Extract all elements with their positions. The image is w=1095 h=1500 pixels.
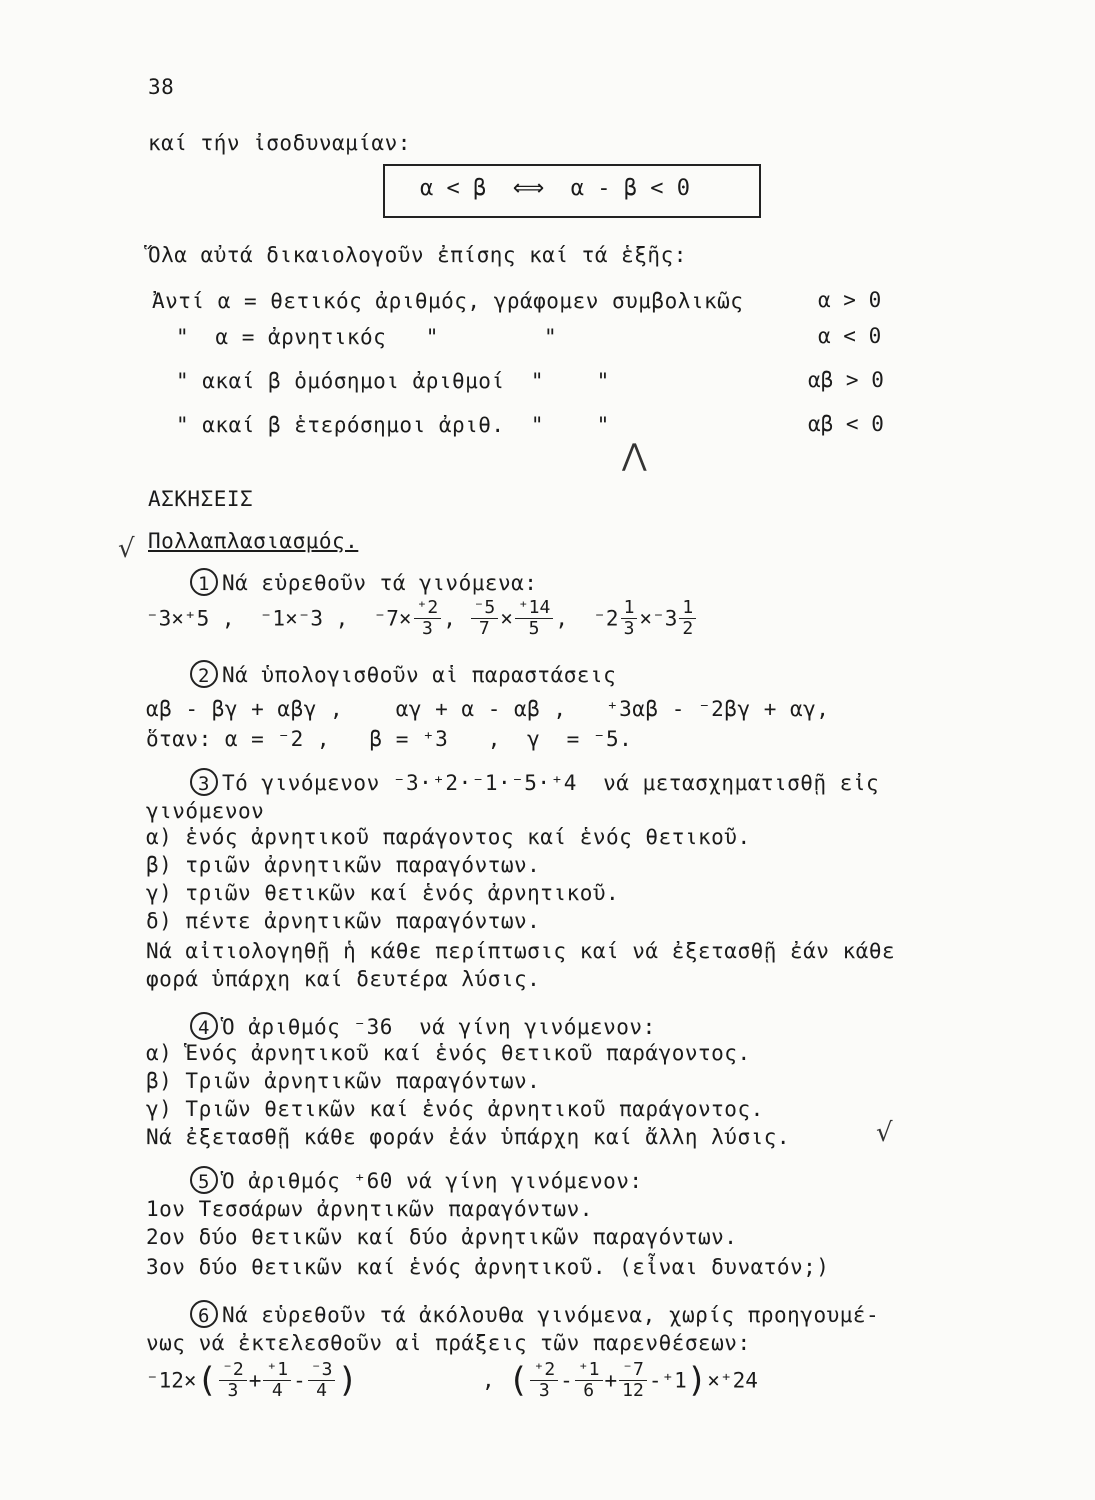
expr-tail-b: ×⁻3 (639, 606, 678, 631)
exercise-5-line: 2ον δύο θετικῶν καί δύο ἀρνητικῶν παραγόντων. (146, 1225, 738, 1249)
exercise-3-line: δ) πέντε ἀρνητικῶν παραγόντων. (146, 909, 541, 933)
fraction-g1 (219, 1360, 247, 1401)
fraction-1 (414, 598, 442, 639)
fraction-5-den: 2 (682, 618, 694, 639)
exercise-6-expression-1 (146, 1360, 358, 1401)
exercise-4-text: Ὁ ἀριθμός ⁻36 νά γίνη γινόμενον: (222, 1015, 656, 1039)
fraction-h3-den: 12 (622, 1380, 644, 1401)
handwritten-mark: ⋀ (622, 438, 647, 473)
rule-3-text: " ακαί β ὁμόσημοι ἀριθμοί " " (176, 369, 610, 393)
expr-tail-a: , ⁻2 (555, 606, 619, 631)
fraction-g3-den: 4 (316, 1380, 328, 1401)
fraction-4-den: 3 (623, 618, 635, 639)
page-number: 38 (148, 75, 175, 99)
exercise-6-text: Νά εὑρεθοῦν τά ἀκόλουθα γινόμενα, χωρίς προηγουμέ- (222, 1303, 880, 1327)
exercise-3-line: γινόμενον (146, 799, 265, 823)
expr-products-a: ⁻3×⁺5 , ⁻1×⁻3 , ⁻7× (146, 606, 412, 631)
exercise-3-line: γ) τριῶν θετικῶν καί ἑνός ἀρνητικοῦ. (146, 881, 620, 905)
plus-sign: + (248, 1368, 262, 1393)
paren-close: ) (686, 1360, 708, 1401)
expr6-postfix: ×⁺24 (707, 1368, 758, 1393)
all-these-line: Ὅλα αὐτά δικαιολογοῦν ἐπίσης καί τά ἑξῆς: (148, 243, 687, 267)
intro-line: καί τήν ἰσοδυναμίαν: (148, 131, 411, 155)
fraction-2-num: ⁻5 (471, 598, 499, 619)
check-mark-icon: √ (118, 534, 135, 564)
exercise-number-6: 6 (190, 1300, 218, 1328)
rule-3-symbol: αβ > 0 (808, 368, 884, 392)
fraction-h1-den: 3 (538, 1380, 550, 1401)
paren-open: ( (508, 1360, 529, 1401)
plus-sign: + (604, 1368, 618, 1393)
multiplication-title: Πολλαπλασιασμός. (148, 529, 359, 553)
exercise-2-header (190, 660, 616, 688)
fraction-h2-num: ⁺1 (575, 1360, 603, 1381)
fraction-g2 (263, 1360, 291, 1401)
exercise-number-3: 3 (190, 768, 218, 796)
minus-sign: - (560, 1368, 573, 1393)
exercise-number-4: 4 (190, 1012, 218, 1040)
exercise-1-text: Νά εὑρεθοῦν τά γινόμενα: (222, 571, 538, 595)
expr6-prefix: ⁻12× (146, 1368, 197, 1393)
exercise-6-expression-2 (508, 1360, 758, 1401)
fraction-1-num: ⁺2 (414, 598, 442, 619)
fraction-3-den: 5 (528, 618, 540, 639)
exercise-4-line: α) Ἑνός ἀρνητικοῦ καί ἑνός θετικοῦ παράγοντος. (146, 1041, 751, 1065)
exercise-number-5: 5 (190, 1166, 218, 1194)
rule-2-symbol: α < 0 (818, 324, 882, 348)
fraction-4-num: 1 (621, 598, 638, 619)
fraction-g2-den: 4 (271, 1380, 283, 1401)
fraction-h1 (530, 1360, 558, 1401)
times-sign: × (500, 606, 513, 631)
fraction-h1-num: ⁺2 (530, 1360, 558, 1381)
rule-4-text: " ακαί β ἑτερόσημοι ἀριθ. " " (176, 413, 610, 437)
exercise-3-line: α) ἑνός ἀρνητικοῦ παράγοντος καί ἑνός θετικοῦ. (146, 825, 751, 849)
fraction-g1-den: 3 (227, 1380, 239, 1401)
fraction-3-num: ⁺14 (515, 598, 554, 619)
fraction-g2-num: ⁺1 (263, 1360, 291, 1381)
exercise-number-1: 1 (190, 568, 218, 596)
exercise-number-2: 2 (190, 660, 218, 688)
fraction-1-den: 3 (421, 618, 433, 639)
exercise-2-text: Νά ὑπολογισθοῦν αἱ παραστάσεις (222, 663, 617, 687)
minus-sign: - (293, 1368, 306, 1393)
equivalence-formula: α < β ⟺ α - β < 0 (420, 176, 690, 201)
exercise-3-text: Τό γινόμενον ⁻3·⁺2·⁻1·⁻5·⁺4 νά μετασχηματισθῇ εἰς (222, 771, 880, 795)
exercise-3-line: β) τριῶν ἀρνητικῶν παραγόντων. (146, 853, 541, 877)
exercise-1-header (190, 568, 537, 596)
fraction-h3 (619, 1360, 647, 1401)
exercise-5-line: 3ον δύο θετικῶν καί ἑνός ἀρνητικοῦ. (εἶναι δυνατόν;) (146, 1255, 830, 1279)
paren-open: ( (196, 1360, 218, 1401)
fraction-h3-num: ⁻7 (619, 1360, 647, 1381)
fraction-g1-num: ⁻2 (219, 1360, 247, 1381)
expression-separator: , (482, 1368, 495, 1392)
exercise-3-header (190, 768, 879, 796)
rule-1-text: Ἀντί α = θετικός ἀριθμός, γράφομεν συμβολικῶς (152, 289, 744, 313)
comma-1: , (443, 606, 469, 631)
exercise-4-header (190, 1012, 656, 1040)
exercise-2-line-2: ὅταν: α = ⁻2 , β = ⁺3 , γ = ⁻5. (146, 727, 633, 751)
exercise-5-text: Ὁ ἀριθμός ⁺60 νά γίνη γινόμενον: (222, 1169, 643, 1193)
fraction-g3-num: ⁻3 (308, 1360, 336, 1381)
exercise-3-line: φορά ὑπάρχη καί δευτέρα λύσις. (146, 967, 541, 991)
exercise-4-line: β) Τριῶν ἀρνητικῶν παραγόντων. (146, 1069, 541, 1093)
exercise-4-line: γ) Τριῶν θετικῶν καί ἑνός ἀρνητικοῦ παράγοντος. (146, 1097, 764, 1121)
fraction-g3 (308, 1360, 336, 1401)
fraction-4 (621, 598, 638, 639)
fraction-2 (471, 598, 499, 639)
fraction-2-den: 7 (478, 618, 490, 639)
fraction-h2-den: 6 (583, 1380, 595, 1401)
exercise-3-line: Νά αἰτιολογηθῇ ἡ κάθε περίπτωσις καί νά ἐξετασθῇ ἐάν κάθε (146, 939, 896, 963)
check-mark-icon: √ (876, 1118, 893, 1148)
exercise-1-expressions (146, 598, 698, 639)
fraction-h2 (575, 1360, 603, 1401)
exercise-2-line-1: αβ - βγ + αβγ , αγ + α - αβ , ⁺3αβ - ⁻2βγ + αγ, (146, 697, 830, 721)
exercises-title: ΑΣΚΗΣΕΙΣ (148, 487, 254, 511)
fraction-5-num: 1 (679, 598, 696, 619)
exercise-5-header (190, 1166, 643, 1194)
rule-2-text: " α = ἀρνητικός " " (176, 325, 558, 349)
rule-1-symbol: α > 0 (818, 288, 882, 312)
fraction-5 (679, 598, 696, 639)
expr6-tail: -⁺1 (648, 1368, 687, 1393)
rule-4-symbol: αβ < 0 (808, 412, 884, 436)
exercise-4-line: Νά ἐξετασθῇ κάθε φοράν ἐάν ὑπάρχη καί ἄλλη λύσις. (146, 1125, 791, 1149)
exercise-6-header (190, 1300, 879, 1328)
paren-close: ) (337, 1360, 358, 1401)
exercise-5-line: 1ον Τεσσάρων ἀρνητικῶν παραγόντων. (146, 1197, 593, 1221)
exercise-6-line-2: νως νά ἐκτελεσθοῦν αἱ πράξεις τῶν παρενθέσεων: (146, 1331, 751, 1355)
fraction-3 (515, 598, 554, 639)
